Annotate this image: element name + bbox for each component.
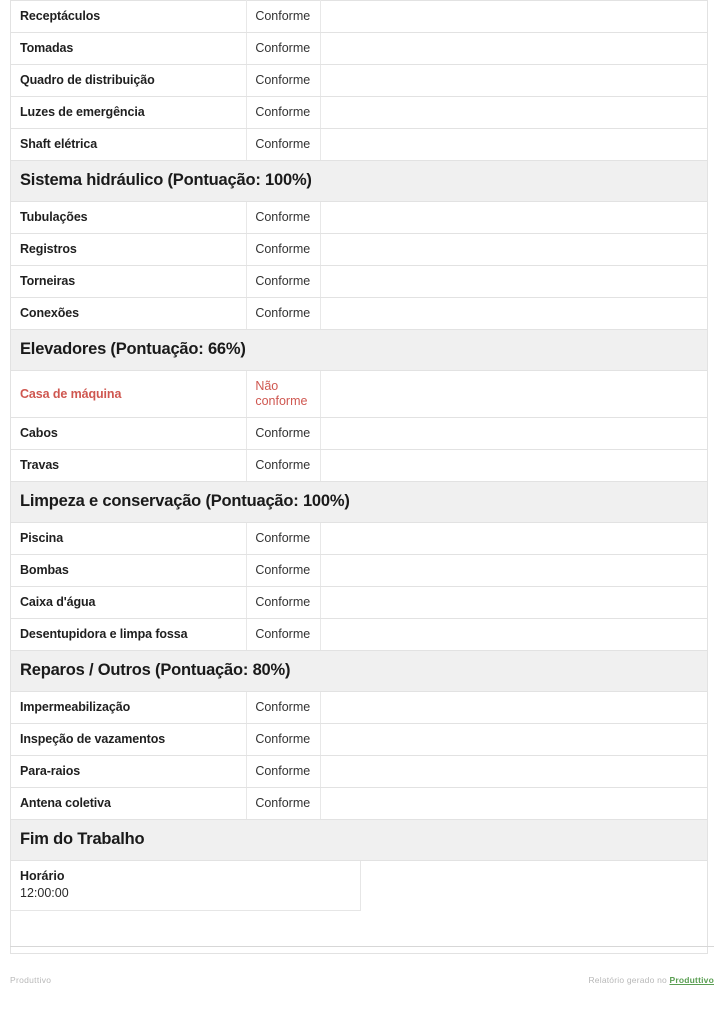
table-row: [11, 756, 708, 788]
item-name-cell: Bombas: [11, 555, 247, 587]
item-name-cell: Caixa d'água: [11, 587, 247, 619]
footer-generated-prefix: Relatório gerado no: [588, 975, 670, 985]
item-status-cell: Conforme: [247, 724, 321, 756]
table-row: [11, 555, 708, 587]
item-name-cell: Para-raios: [11, 756, 247, 788]
item-notes-cell: [321, 724, 708, 756]
item-status-cell: Conforme: [247, 298, 321, 330]
item-name-cell: Impermeabilização: [11, 692, 247, 724]
horario-field-label: Horário: [20, 869, 65, 883]
page-footer: [10, 972, 714, 988]
item-status-cell: Conforme: [247, 523, 321, 555]
table-row: [11, 619, 708, 651]
section-title: Fim do Trabalho: [20, 830, 145, 848]
item-name-cell: Quadro de distribuição: [11, 65, 247, 97]
item-notes-cell: [321, 97, 708, 129]
horario-field: [11, 861, 361, 911]
table-row: [11, 450, 708, 482]
item-notes-cell: [321, 418, 708, 450]
section-header-cell: [11, 330, 708, 371]
item-status-cell: Conforme: [247, 33, 321, 65]
item-name-cell: Torneiras: [11, 266, 247, 298]
item-status-cell: Conforme: [247, 129, 321, 161]
item-name-cell: Luzes de emergência: [11, 97, 247, 129]
section-header-row: [11, 651, 708, 692]
item-notes-cell: [321, 33, 708, 65]
table-row: [11, 234, 708, 266]
item-name-cell: Tubulações: [11, 202, 247, 234]
item-name-cell: Shaft elétrica: [11, 129, 247, 161]
item-notes-cell: [321, 1, 708, 33]
footer-divider: [10, 946, 714, 947]
item-status-cell: Conforme: [247, 418, 321, 450]
item-notes-cell: [321, 202, 708, 234]
closing-block: [10, 861, 708, 954]
table-row: [11, 692, 708, 724]
horario-field-value: 12:00:00: [20, 886, 69, 900]
section-header-cell: [11, 820, 708, 861]
table-row: [11, 724, 708, 756]
inspection-table: [10, 0, 708, 861]
section-header-row: [11, 820, 708, 861]
item-status-cell: Não conforme: [247, 371, 321, 418]
item-status-cell: Conforme: [247, 97, 321, 129]
section-title: Elevadores (Pontuação: 66%): [20, 340, 246, 358]
table-row: [11, 523, 708, 555]
table-row: [11, 587, 708, 619]
item-status-cell: Conforme: [247, 234, 321, 266]
item-notes-cell: [321, 692, 708, 724]
table-row: [11, 788, 708, 820]
item-status-cell: Conforme: [247, 788, 321, 820]
table-row: [11, 298, 708, 330]
item-status-cell: Conforme: [247, 692, 321, 724]
table-row: [11, 371, 708, 418]
footer-generated-note: [588, 975, 714, 985]
item-notes-cell: [321, 234, 708, 266]
section-header-row: [11, 482, 708, 523]
item-name-cell: Casa de máquina: [11, 371, 247, 418]
section-title: Reparos / Outros (Pontuação: 80%): [20, 661, 291, 679]
footer-brand-label: Produttivo: [10, 975, 52, 985]
item-notes-cell: [321, 523, 708, 555]
table-row: [11, 1, 708, 33]
item-status-cell: Conforme: [247, 65, 321, 97]
item-notes-cell: [321, 266, 708, 298]
item-notes-cell: [321, 555, 708, 587]
item-name-cell: Piscina: [11, 523, 247, 555]
item-name-cell: Travas: [11, 450, 247, 482]
item-name-cell: Registros: [11, 234, 247, 266]
section-header-row: [11, 161, 708, 202]
item-status-cell: Conforme: [247, 555, 321, 587]
item-status-cell: Conforme: [247, 756, 321, 788]
item-status-cell: Conforme: [247, 266, 321, 298]
item-notes-cell: [321, 371, 708, 418]
item-name-cell: Antena coletiva: [11, 788, 247, 820]
table-row: [11, 418, 708, 450]
item-notes-cell: [321, 619, 708, 651]
section-header-cell: [11, 482, 708, 523]
section-header-cell: [11, 161, 708, 202]
table-row: [11, 129, 708, 161]
table-row: [11, 97, 708, 129]
section-header-row: [11, 330, 708, 371]
item-name-cell: Cabos: [11, 418, 247, 450]
item-name-cell: Tomadas: [11, 33, 247, 65]
item-notes-cell: [321, 756, 708, 788]
section-title: Limpeza e conservação (Pontuação: 100%): [20, 492, 350, 510]
item-status-cell: Conforme: [247, 1, 321, 33]
item-name-cell: Inspeção de vazamentos: [11, 724, 247, 756]
item-notes-cell: [321, 65, 708, 97]
table-row: [11, 202, 708, 234]
table-row: [11, 65, 708, 97]
item-notes-cell: [321, 298, 708, 330]
item-notes-cell: [321, 587, 708, 619]
section-header-cell: [11, 651, 708, 692]
table-row: [11, 33, 708, 65]
item-status-cell: Conforme: [247, 619, 321, 651]
item-status-cell: Conforme: [247, 202, 321, 234]
item-notes-cell: [321, 129, 708, 161]
section-title: Sistema hidráulico (Pontuação: 100%): [20, 171, 312, 189]
item-name-cell: Conexões: [11, 298, 247, 330]
item-status-cell: Conforme: [247, 587, 321, 619]
inspection-table-body: [11, 1, 708, 861]
item-name-cell: Receptáculos: [11, 1, 247, 33]
table-row: [11, 266, 708, 298]
item-notes-cell: [321, 450, 708, 482]
item-status-cell: Conforme: [247, 450, 321, 482]
item-name-cell: Desentupidora e limpa fossa: [11, 619, 247, 651]
item-notes-cell: [321, 788, 708, 820]
footer-produttivo-link[interactable]: Produttivo: [669, 975, 714, 985]
